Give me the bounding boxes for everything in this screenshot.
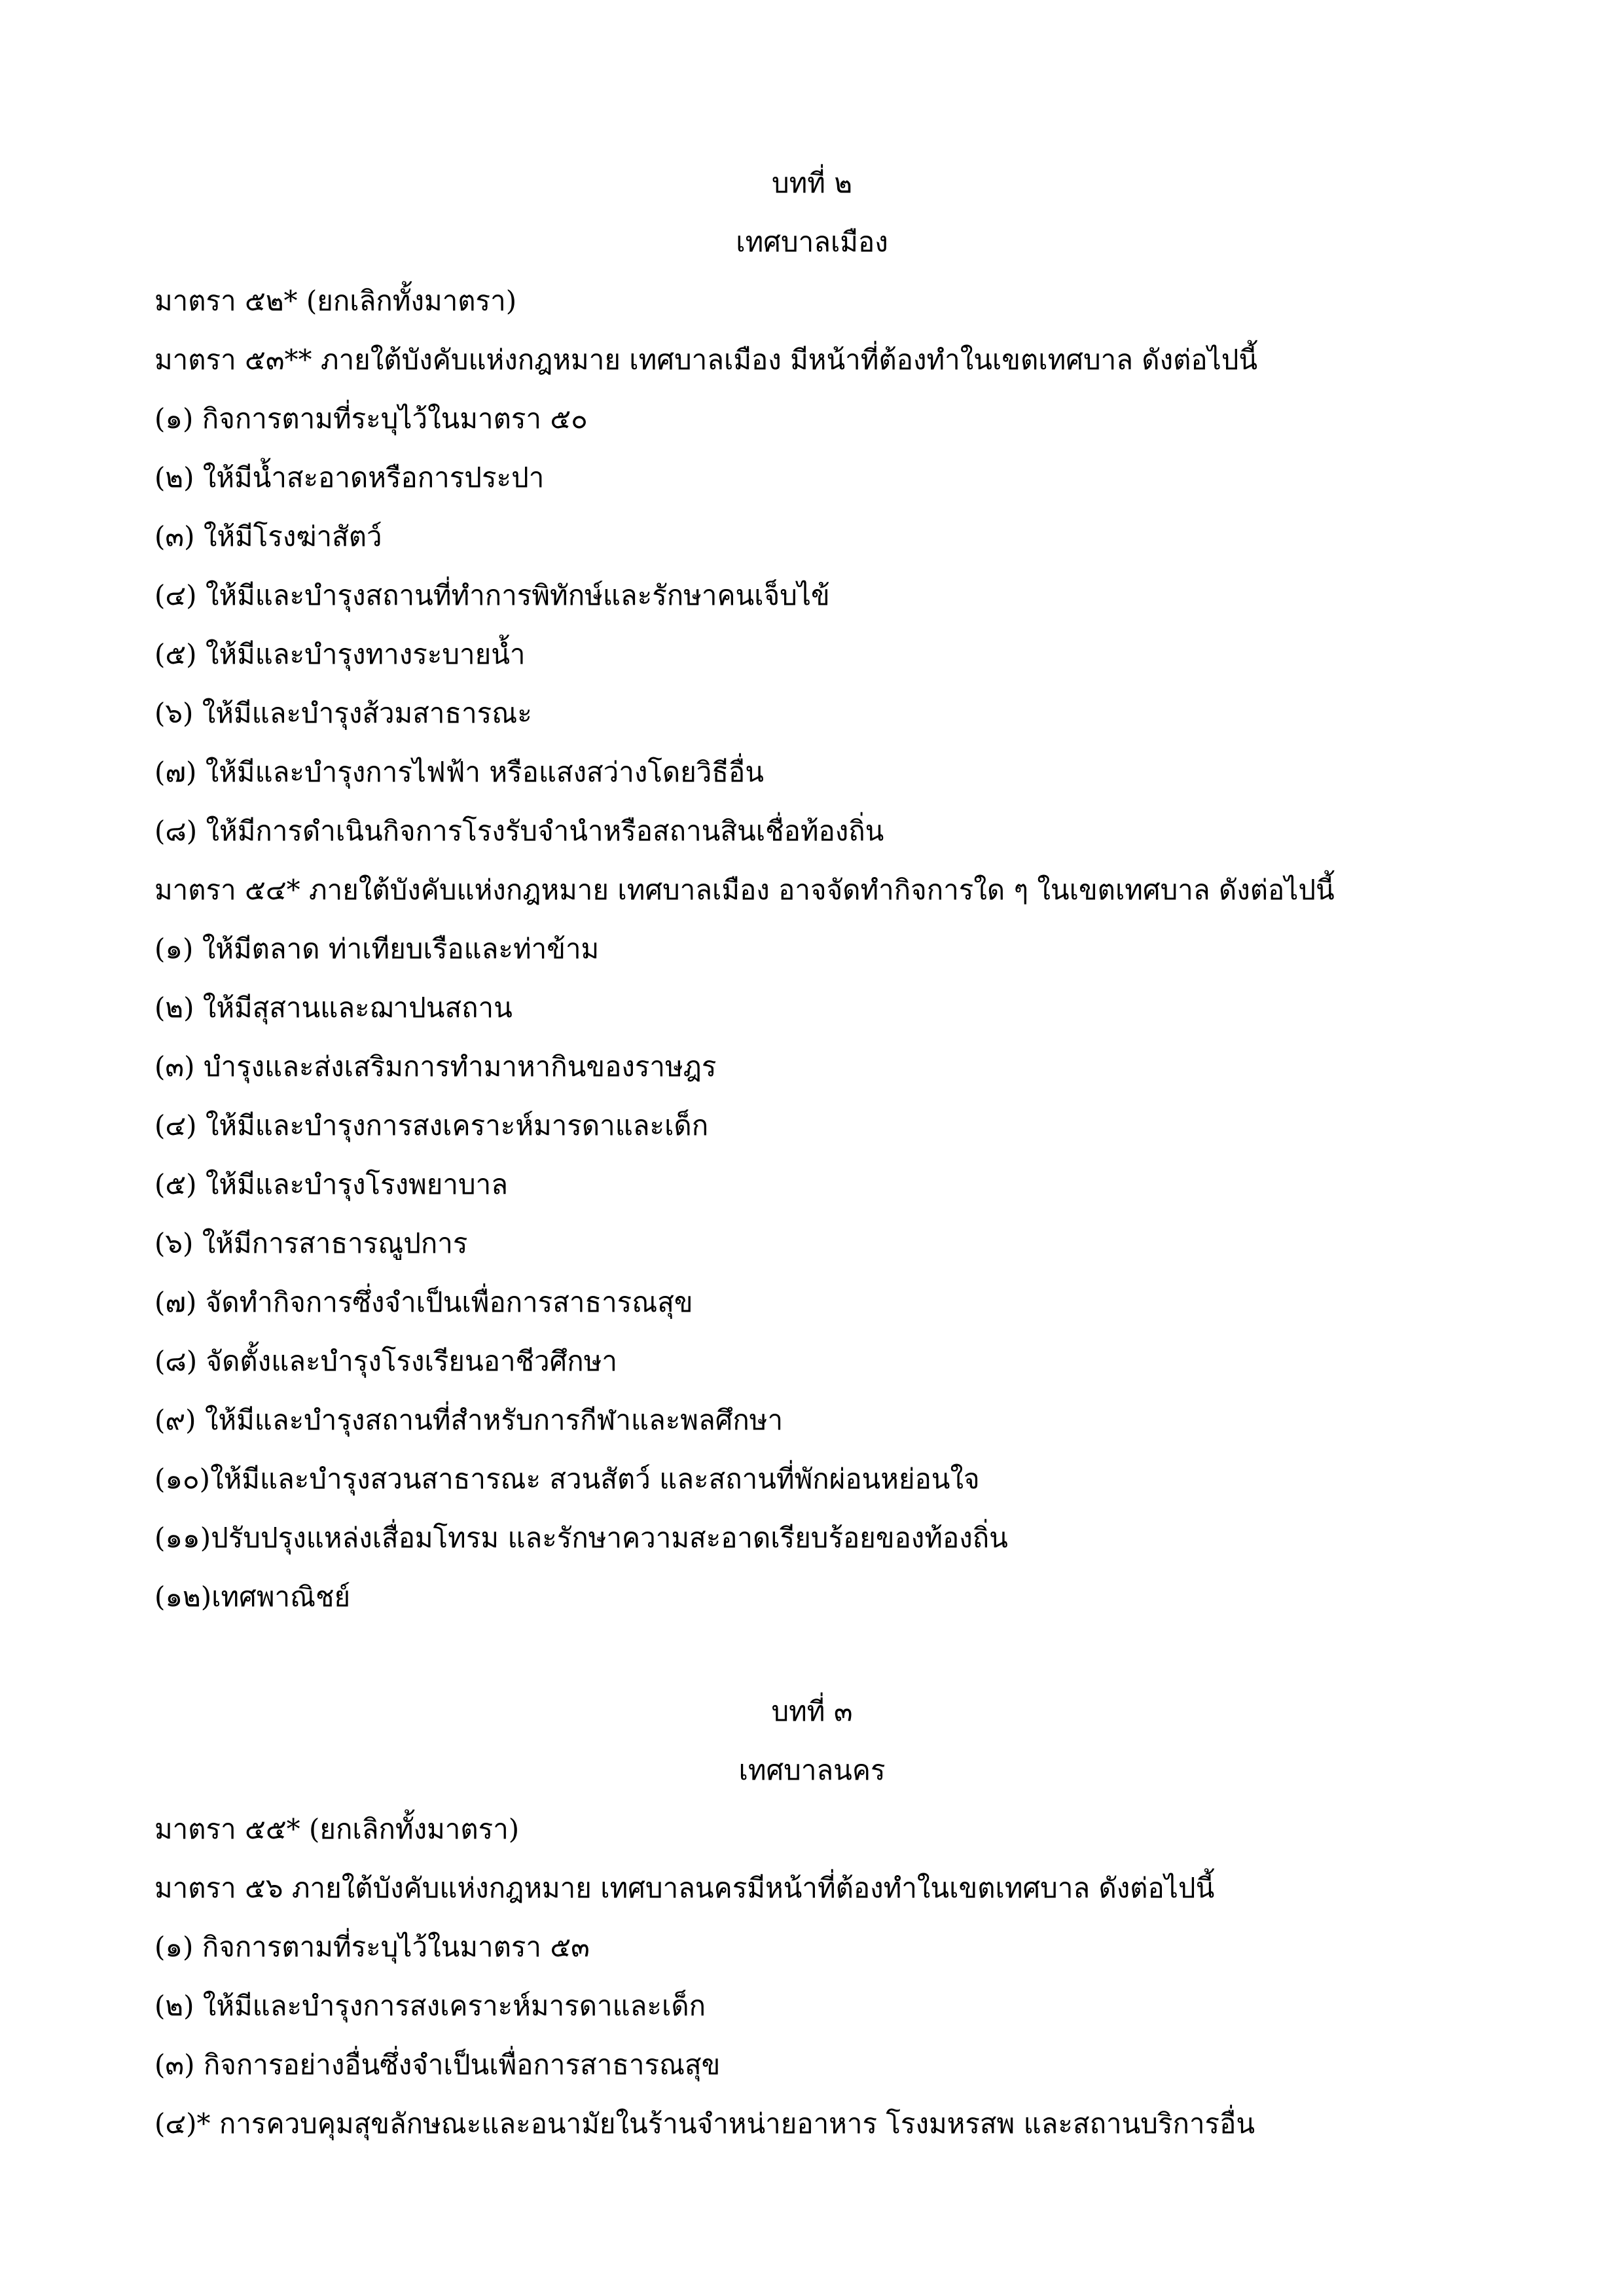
- list-item: (๓) กิจการอย่างอื่นซึ่งจำเป็นเพื่อการสาธารณสุข: [154, 2049, 721, 2081]
- list-item: (๑๒)เทศพาณิชย์: [154, 1581, 351, 1613]
- list-item: (๓) บำรุงและส่งเสริมการทำมาหากินของราษฎร: [154, 1050, 717, 1083]
- list-item: (๓) ให้มีโรงฆ่าสัตว์: [154, 520, 382, 552]
- list-item: (๒) ให้มีน้ำสะอาดหรือการประปา: [154, 461, 545, 493]
- list-item: (๔) ให้มีและบำรุงการสงเคราะห์มารดาและเด็ก: [154, 1109, 709, 1141]
- chapter-heading: บทที่ ๒: [771, 167, 853, 199]
- list-item: (๔) ให้มีและบำรุงสถานที่ทำการพิทักษ์และรักษาคนเจ็บไข้: [154, 579, 830, 611]
- list-item: (๖) ให้มีการสาธารณูปการ: [154, 1227, 468, 1259]
- chapter-subheading: เทศบาลเมือง: [736, 226, 888, 258]
- list-item: (๗) ให้มีและบำรุงการไฟฟ้า หรือแสงสว่างโดยวิธีอื่น: [154, 756, 764, 788]
- list-item: (๒) ให้มีและบำรุงการสงเคราะห์มารดาและเด็ก: [154, 1990, 706, 2022]
- list-item: (๑๐)ให้มีและบำรุงสวนสาธารณะ สวนสัตว์ และสถานที่พักผ่อนหย่อนใจ: [154, 1463, 980, 1495]
- section-56: มาตรา ๕๖ ภายใต้บังคับแห่งกฎหมาย เทศบาลนครมีหน้าที่ต้องทำในเขตเทศบาล ดังต่อไปนี้: [154, 1872, 1215, 1904]
- section-54: มาตรา ๕๔* ภายใต้บังคับแห่งกฎหมาย เทศบาลเมือง อาจจัดทำกิจการใด ๆ ในเขตเทศบาล ดังต่อไปนี้: [154, 874, 1335, 906]
- list-item: (๒) ให้มีสุสานและฌาปนสถาน: [154, 992, 513, 1024]
- section-52: มาตรา ๕๒* (ยกเลิกทั้งมาตรา): [154, 285, 517, 317]
- chapter-subheading: เทศบาลนคร: [738, 1754, 886, 1786]
- list-item: (๑) กิจการตามที่ระบุไว้ในมาตรา ๕๓: [154, 1931, 590, 1963]
- list-item: (๖) ให้มีและบำรุงส้วมสาธารณะ: [154, 697, 532, 729]
- section-53: มาตรา ๕๓** ภายใต้บังคับแห่งกฎหมาย เทศบาลเมือง มีหน้าที่ต้องทำในเขตเทศบาล ดังต่อไปนี้: [154, 344, 1258, 376]
- list-item: (๘) ให้มีการดำเนินกิจการโรงรับจำนำหรือสถานสินเชื่อท้องถิ่น: [154, 815, 884, 847]
- list-item: (๕) ให้มีและบำรุงทางระบายน้ำ: [154, 638, 526, 670]
- section-55: มาตรา ๕๕* (ยกเลิกทั้งมาตรา): [154, 1813, 520, 1845]
- list-item: (๗) จัดทำกิจการซึ่งจำเป็นเพื่อการสาธารณสุข: [154, 1286, 693, 1318]
- list-item: (๘) จัดตั้งและบำรุงโรงเรียนอาชีวศึกษา: [154, 1345, 617, 1377]
- chapter-heading: บทที่ ๓: [771, 1695, 853, 1727]
- list-item: (๙) ให้มีและบำรุงสถานที่สำหรับการกีฬาและพลศึกษา: [154, 1404, 784, 1436]
- list-item: (๔)* การควบคุมสุขลักษณะและอนามัยในร้านจำหน่ายอาหาร โรงมหรสพ และสถานบริการอื่น: [154, 2108, 1255, 2140]
- list-item: (๑๑)ปรับปรุงแหล่งเสื่อมโทรม และรักษาความสะอาดเรียบร้อยของท้องถิ่น: [154, 1522, 1008, 1554]
- list-item: (๑) ให้มีตลาด ท่าเทียบเรือและท่าข้าม: [154, 933, 600, 965]
- list-item: (๑) กิจการตามที่ระบุไว้ในมาตรา ๕๐: [154, 403, 588, 435]
- list-item: (๕) ให้มีและบำรุงโรงพยาบาล: [154, 1168, 508, 1200]
